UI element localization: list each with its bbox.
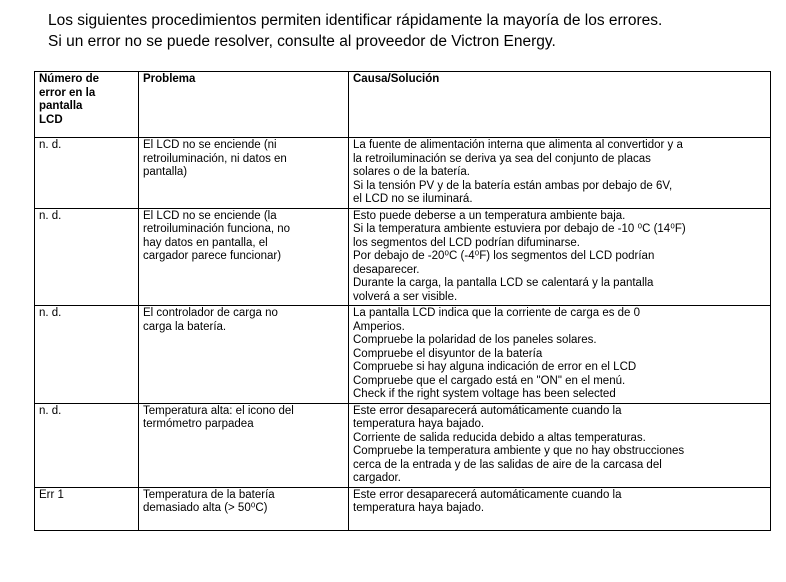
- cell-line: Err 1: [39, 488, 64, 501]
- header-problem: [139, 72, 349, 138]
- error-code-cell: [35, 403, 139, 487]
- cell-line: cargador parece funcionar): [143, 250, 282, 262]
- header-solution: [349, 72, 771, 138]
- cell-line: Compruebe el disyuntor de la batería: [353, 347, 543, 360]
- cell-line: El LCD no se enciende (ni: [143, 139, 277, 151]
- table-row: [35, 487, 771, 530]
- table-row: [35, 138, 771, 209]
- cell-line: Durante la carga, la pantalla LCD se calentará y la pantalla: [353, 277, 654, 289]
- intro-text: [48, 10, 783, 52]
- problem-cell: [139, 306, 349, 404]
- header-error-number: [35, 72, 139, 138]
- cell-line: Corriente de salida reducida debido a altas temperaturas.: [353, 431, 646, 444]
- cell-line: n. d.: [39, 307, 62, 319]
- header-line: LCD: [39, 113, 63, 126]
- table-row: [35, 403, 771, 487]
- cell-line: retroiluminación funciona, no: [143, 223, 291, 235]
- problem-cell: [139, 487, 349, 530]
- solution-cell: [349, 403, 771, 487]
- problem-cell: [139, 208, 349, 306]
- cell-line: carga la batería.: [143, 320, 227, 333]
- solution-cell: [349, 138, 771, 209]
- cell-line: temperatura haya bajado.: [353, 502, 485, 514]
- cell-line: demasiado alta (> 50⁰C): [143, 502, 268, 514]
- cell-line: n. d.: [39, 139, 62, 151]
- cell-line: pantalla): [143, 166, 188, 178]
- cell-line: Check if the right system voltage has been selected: [353, 388, 616, 400]
- table-body: [35, 138, 771, 531]
- cell-line: La fuente de alimentación interna que alimenta al convertidor y a: [353, 139, 683, 151]
- header-line: Causa/Solución: [353, 73, 440, 85]
- cell-line: Por debajo de -20⁰C (-4⁰F) los segmentos del LCD podrían: [353, 250, 655, 262]
- cell-line: Amperios.: [353, 320, 405, 333]
- table-row: [35, 208, 771, 306]
- cell-line: Compruebe si hay alguna indicación de error en el LCD: [353, 361, 637, 373]
- cell-line: La pantalla LCD indica que la corriente de carga es de 0: [353, 307, 641, 319]
- header-line: Problema: [143, 73, 196, 85]
- solution-cell: [349, 306, 771, 404]
- table-row: [35, 306, 771, 404]
- cell-line: n. d.: [39, 209, 62, 222]
- error-code-cell: [35, 487, 139, 530]
- error-table: [34, 71, 771, 531]
- cell-line: Compruebe la temperatura ambiente y que no hay obstrucciones: [353, 445, 685, 457]
- solution-cell: [349, 208, 771, 306]
- cell-line: termómetro parpadea: [143, 418, 254, 430]
- cell-line: Temperatura de la batería: [143, 488, 275, 501]
- intro-line-2: Si un error no se puede resolver, consulte al proveedor de Victron Energy.: [48, 33, 556, 50]
- cell-line: cargador.: [353, 472, 401, 484]
- cell-line: la retroiluminación se deriva ya sea del conjunto de placas: [353, 152, 651, 165]
- header-line: Número de: [39, 73, 100, 85]
- cell-line: retroiluminación, ni datos en: [143, 152, 287, 165]
- intro-line-1: Los siguientes procedimientos permiten identificar rápidamente la mayoría de los errores.: [48, 12, 663, 29]
- cell-line: los segmentos del LCD podrían difuminarse.: [353, 236, 580, 249]
- cell-line: El LCD no se enciende (la: [143, 209, 277, 222]
- cell-line: el LCD no se iluminará.: [353, 193, 473, 205]
- cell-line: Compruebe la polaridad de los paneles solares.: [353, 334, 597, 346]
- table-header-row: [35, 72, 771, 138]
- solution-cell: [349, 487, 771, 530]
- cell-line: Esto puede deberse a un temperatura ambiente baja.: [353, 209, 626, 222]
- cell-line: Este error desaparecerá automáticamente cuando la: [353, 404, 622, 417]
- cell-line: Compruebe que el cargado está en "ON" en el menú.: [353, 374, 626, 387]
- cell-line: cerca de la entrada y de las salidas de aire de la carcasa del: [353, 458, 662, 471]
- cell-line: El controlador de carga no: [143, 307, 278, 319]
- cell-line: volverá a ser visible.: [353, 290, 458, 303]
- cell-line: hay datos en pantalla, el: [143, 236, 268, 249]
- problem-cell: [139, 138, 349, 209]
- header-line: pantalla: [39, 100, 83, 112]
- cell-line: Este error desaparecerá automáticamente cuando la: [353, 488, 622, 501]
- error-code-cell: [35, 138, 139, 209]
- cell-line: solares o de la batería.: [353, 166, 470, 178]
- cell-line: temperatura haya bajado.: [353, 418, 485, 430]
- error-code-cell: [35, 306, 139, 404]
- cell-line: Si la temperatura ambiente estuviera por debajo de -10 ⁰C (14⁰F): [353, 223, 686, 235]
- cell-line: Temperatura alta: el icono del: [143, 404, 294, 417]
- cell-line: n. d.: [39, 404, 62, 417]
- error-code-cell: [35, 208, 139, 306]
- problem-cell: [139, 403, 349, 487]
- cell-line: desaparecer.: [353, 263, 420, 276]
- header-line: error en la: [39, 86, 96, 99]
- cell-line: Si la tensión PV y de la batería están ambas por debajo de 6V,: [353, 179, 673, 192]
